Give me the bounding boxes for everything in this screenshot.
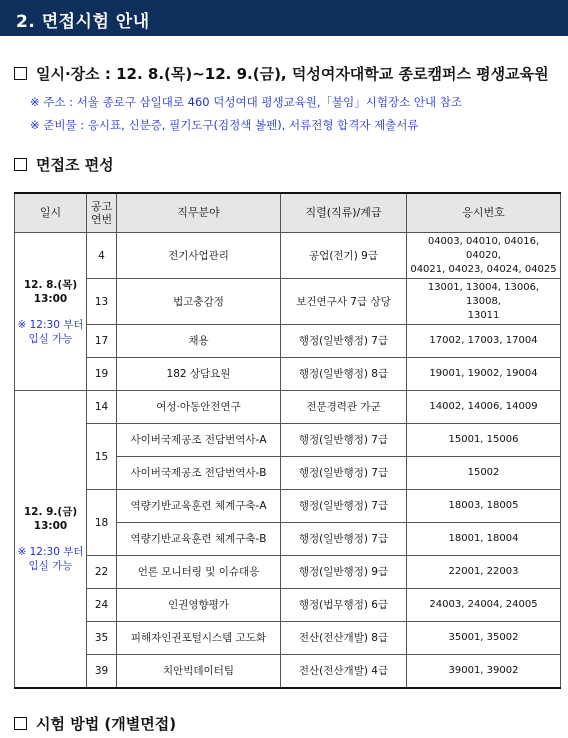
job-field: 인권영향평가 <box>117 589 281 622</box>
header-grade: 직렬(직류)/계급 <box>281 193 407 233</box>
entry-note: ※ 12:30 부터 입실 가능 <box>17 546 84 572</box>
table-row <box>15 622 561 655</box>
grade: 전산(전산개발) 4급 <box>281 655 407 689</box>
table-row <box>15 556 561 589</box>
job-field: 여성·아동안전연구 <box>117 391 281 424</box>
grade: 행정(일반행정) 7급 <box>281 457 407 490</box>
grade: 행정(일반행정) 8급 <box>281 358 407 391</box>
table-row <box>15 391 561 424</box>
job-field: 채용 <box>117 325 281 358</box>
notice-no: 22 <box>87 556 117 589</box>
grade: 전문경력관 가군 <box>281 391 407 424</box>
header-notice-no: 공고 연번 <box>87 193 117 233</box>
notice-no: 39 <box>87 655 117 689</box>
table-row <box>15 325 561 358</box>
grade: 행정(법무행정) 6급 <box>281 589 407 622</box>
schedule-heading <box>14 63 549 84</box>
exam-numbers: 19001, 19002, 19004 <box>407 358 561 391</box>
group-heading <box>14 154 114 175</box>
entry-note: ※ 12:30 부터 입실 가능 <box>17 318 84 345</box>
grade: 행정(일반행정) 7급 <box>281 325 407 358</box>
date-cell <box>15 233 87 391</box>
interview-schedule-table <box>14 192 561 689</box>
exam-numbers: 14002, 14006, 14009 <box>407 391 561 424</box>
section-title-bar <box>0 0 568 36</box>
header-job-field: 직무분야 <box>117 193 281 233</box>
job-field: 법고충감정 <box>117 279 281 325</box>
job-field: 전기사업관리 <box>117 233 281 279</box>
exam-numbers: 04003, 04010, 04016, 04020, 04021, 04023, 04024, 04025 <box>407 233 561 279</box>
table-row <box>15 358 561 391</box>
job-field: 역량기반교육훈련 체계구축-B <box>117 523 281 556</box>
section-title: 2. 면접시험 안내 <box>16 12 150 32</box>
table-row <box>15 589 561 622</box>
header-date: 일시 <box>15 193 87 233</box>
checkbox-square-icon <box>14 717 27 730</box>
table-row <box>15 233 561 279</box>
job-field: 역량기반교육훈련 체계구축-A <box>117 490 281 523</box>
exam-numbers: 15002 <box>407 457 561 490</box>
exam-numbers: 39001, 39002 <box>407 655 561 689</box>
table-header-row <box>15 193 561 233</box>
date-cell <box>15 391 87 689</box>
table-row <box>15 655 561 689</box>
notice-no: 24 <box>87 589 117 622</box>
notice-no: 13 <box>87 279 117 325</box>
notice-no: 35 <box>87 622 117 655</box>
schedule-heading-text: 일시·장소 : 12. 8.(목)~12. 9.(금), 덕성여자대학교 종로캠퍼스 평생교육원 <box>36 65 549 83</box>
grade: 행정(일반행정) 7급 <box>281 490 407 523</box>
grade: 행정(일반행정) 9급 <box>281 556 407 589</box>
method-heading <box>14 713 176 734</box>
exam-numbers: 22001, 22003 <box>407 556 561 589</box>
notice-no: 14 <box>87 391 117 424</box>
exam-numbers: 35001, 35002 <box>407 622 561 655</box>
supplies-note: ※ 준비물 : 응시표, 신분증, 필기도구(검정색 볼펜), 서류전형 합격자 제출서류 <box>30 118 419 132</box>
job-field: 언론 모니터링 및 이슈대응 <box>117 556 281 589</box>
exam-numbers: 13001, 13004, 13006, 13008, 13011 <box>407 279 561 325</box>
table-row <box>15 424 561 457</box>
exam-numbers: 15001, 15006 <box>407 424 561 457</box>
grade: 공업(전기) 9급 <box>281 233 407 279</box>
grade: 전산(전산개발) 8급 <box>281 622 407 655</box>
table-row <box>15 490 561 523</box>
grade: 행정(일반행정) 7급 <box>281 424 407 457</box>
exam-numbers: 24003, 24004, 24005 <box>407 589 561 622</box>
job-field: 사이버국제공조 전담번역사-A <box>117 424 281 457</box>
header-exam-no: 응시번호 <box>407 193 561 233</box>
table-row <box>15 279 561 325</box>
notice-no: 17 <box>87 325 117 358</box>
job-field: 182 상담요원 <box>117 358 281 391</box>
job-field: 피해자인권포털시스템 고도화 <box>117 622 281 655</box>
method-heading-text: 시험 방법 (개별면접) <box>36 715 177 733</box>
notice-no: 18 <box>87 490 117 556</box>
notice-no: 19 <box>87 358 117 391</box>
address-note: ※ 주소 : 서울 종로구 삼일대로 460 덕성여대 평생교육원,「불임」시험장소 안내 참조 <box>30 95 462 109</box>
notice-no: 15 <box>87 424 117 490</box>
grade: 보건연구사 7급 상당 <box>281 279 407 325</box>
group-heading-text: 면접조 편성 <box>36 156 114 174</box>
exam-numbers: 18001, 18004 <box>407 523 561 556</box>
date-text: 12. 8.(목) 13:00 <box>23 278 78 305</box>
job-field: 치안빅데이터팀 <box>117 655 281 689</box>
job-field: 사이버국제공조 전담번역사-B <box>117 457 281 490</box>
exam-numbers: 18003, 18005 <box>407 490 561 523</box>
checkbox-square-icon <box>14 158 27 171</box>
exam-numbers: 17002, 17003, 17004 <box>407 325 561 358</box>
grade: 행정(일반행정) 7급 <box>281 523 407 556</box>
checkbox-square-icon <box>14 67 27 80</box>
date-text: 12. 9.(금) 13:00 <box>23 506 78 532</box>
notice-no: 4 <box>87 233 117 279</box>
